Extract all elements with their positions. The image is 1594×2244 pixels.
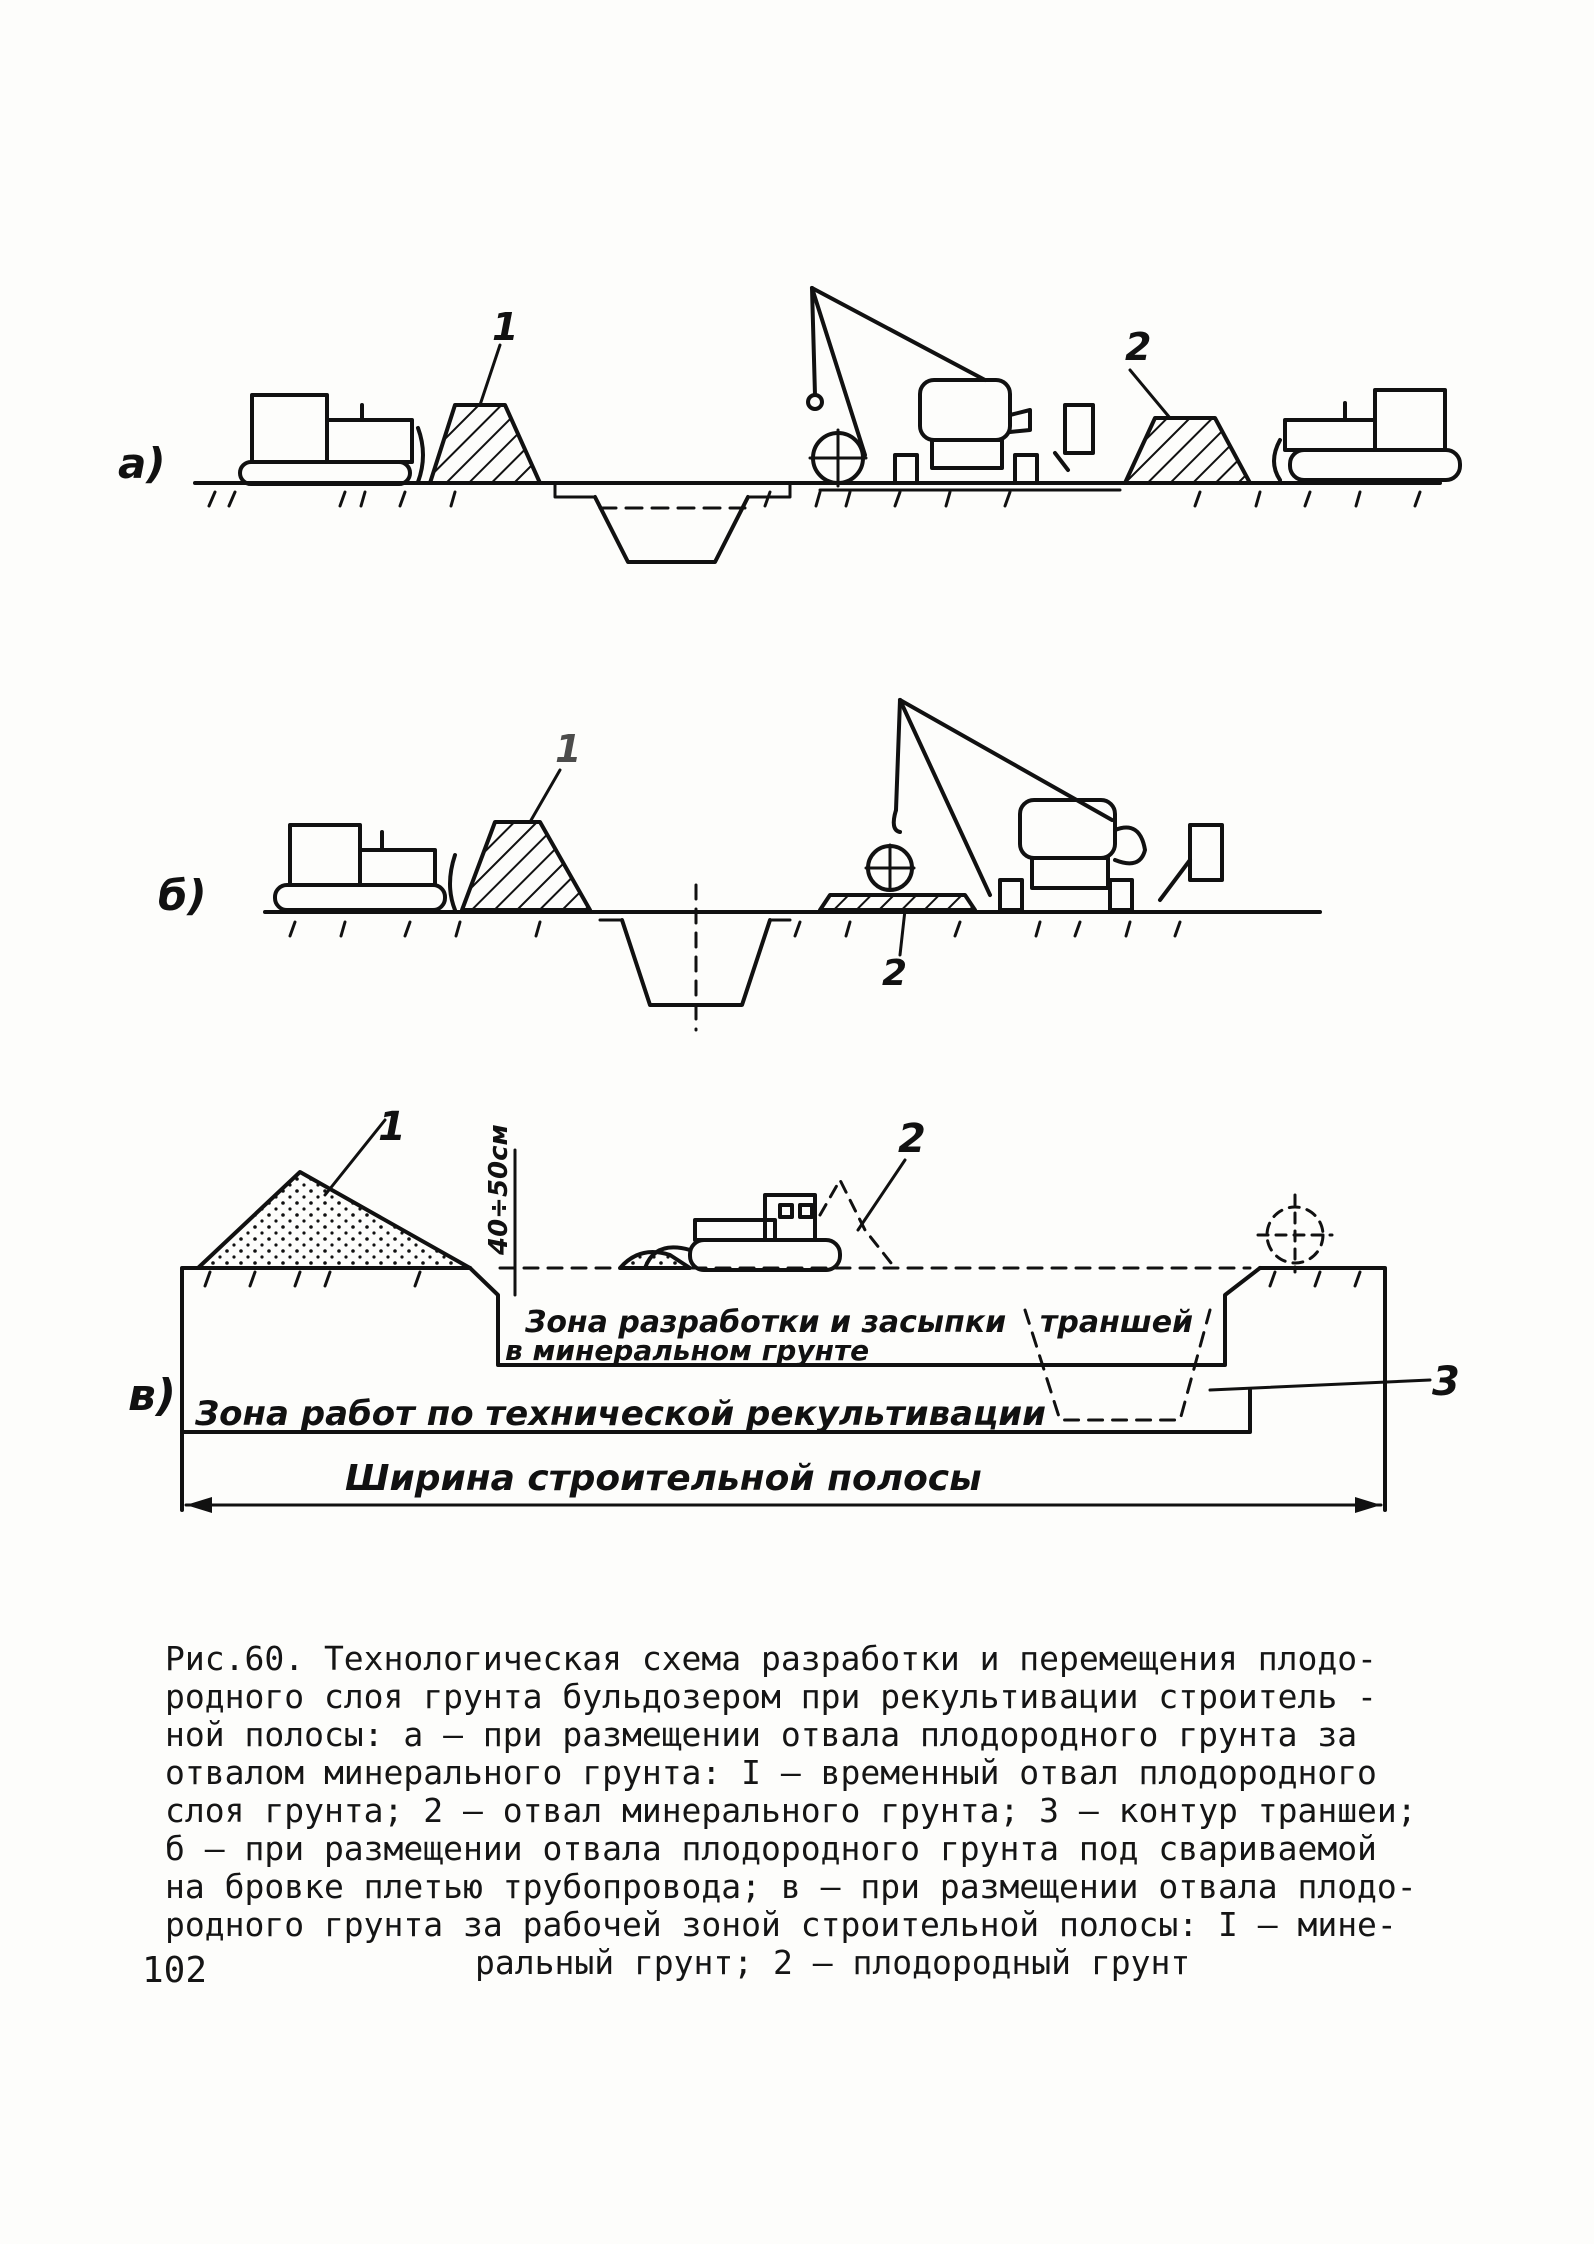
callout-2-a-leader [1130,370,1170,418]
grass-ticks-b [290,922,1180,936]
panel-a-label: а) [118,439,166,488]
bulldozer-b [275,825,455,910]
figure-caption [165,1640,1495,1982]
panel-a [118,288,1460,562]
depth-label: 40÷50см [484,1124,514,1255]
zone-excavation-line2: в минеральном грунте [505,1334,870,1367]
caption-line-last: ральный грунт; 2 – плодородный грунт [475,1943,1191,1982]
fertile-strip-2-b [820,895,975,910]
panel-v [128,1104,1460,1513]
callout-2-b-leader [900,910,905,955]
trench-a [595,497,748,562]
callout-1-v-leader [325,1120,385,1195]
bulldozer-a-left [240,395,423,484]
pipelayer-a [808,288,1093,486]
callout-3: 3 [1432,1359,1460,1405]
caption-line: б – при размещении отвала плодородного грунта под свариваемой [165,1829,1377,1868]
strip-width-text: Ширина строительной полосы [345,1458,982,1499]
soil-heap-1-b [462,822,590,910]
callout-1-b: 1 [555,727,582,771]
callout-1-a-leader [480,345,500,405]
callout-1-a: 1 [492,305,519,349]
caption-line: ной полосы: а – при размещении отвала плодородного грунта за [165,1715,1358,1754]
caption-line: Рис.60. Технологическая схема разработки и перемещения плодо- [165,1639,1377,1678]
bulldozer-a-right [1274,390,1460,480]
zone-recultivation-text: Зона работ по технической рекультивации [195,1394,1046,1434]
zone-excavation-line1: Зона разработки и засыпки [525,1305,1007,1340]
caption-line: родного грунта за рабочей зоной строительной полосы: I – мине- [165,1905,1397,1944]
strip-width-arrow-left [186,1497,212,1513]
grass-ticks-v [205,1272,1360,1286]
mineral-soil-heap-1 [198,1172,470,1268]
callout-2-v: 2 [898,1116,926,1162]
callout-2-v-leader [858,1160,905,1230]
soil-heap-2-a [1125,418,1250,483]
caption-line: отвалом минерального грунта: I – временный отвал плодородного [165,1753,1377,1792]
zone-excavation-trench: траншей [1040,1305,1194,1340]
strip-width-arrow-right [1355,1497,1381,1513]
page-number: 102 [142,1950,208,1991]
pushed-soil-v [620,1252,690,1268]
grass-ticks-a [209,492,1420,506]
callout-2-b: 2 [882,953,908,994]
caption-line: родного слоя грунта бульдозером при рекультивации строитель - [165,1677,1377,1716]
caption-line: на бровке плетью трубопровода; в – при размещении отвала плодо- [165,1867,1417,1906]
callout-1-b-leader [530,770,560,822]
soil-heap-1-a [430,405,540,483]
callout-1-v: 1 [378,1104,406,1150]
trench-a-strip [555,483,790,497]
panel-b-label: б) [158,871,207,920]
panel-b [158,700,1320,1030]
pipelayer-b [894,700,1222,910]
panel-v-label: в) [128,1370,176,1421]
callout-2-a: 2 [1125,325,1152,369]
callout-3-leader [1210,1380,1430,1390]
caption-line: слоя грунта; 2 – отвал минерального грунта; 3 – контур траншеи; [165,1791,1417,1830]
